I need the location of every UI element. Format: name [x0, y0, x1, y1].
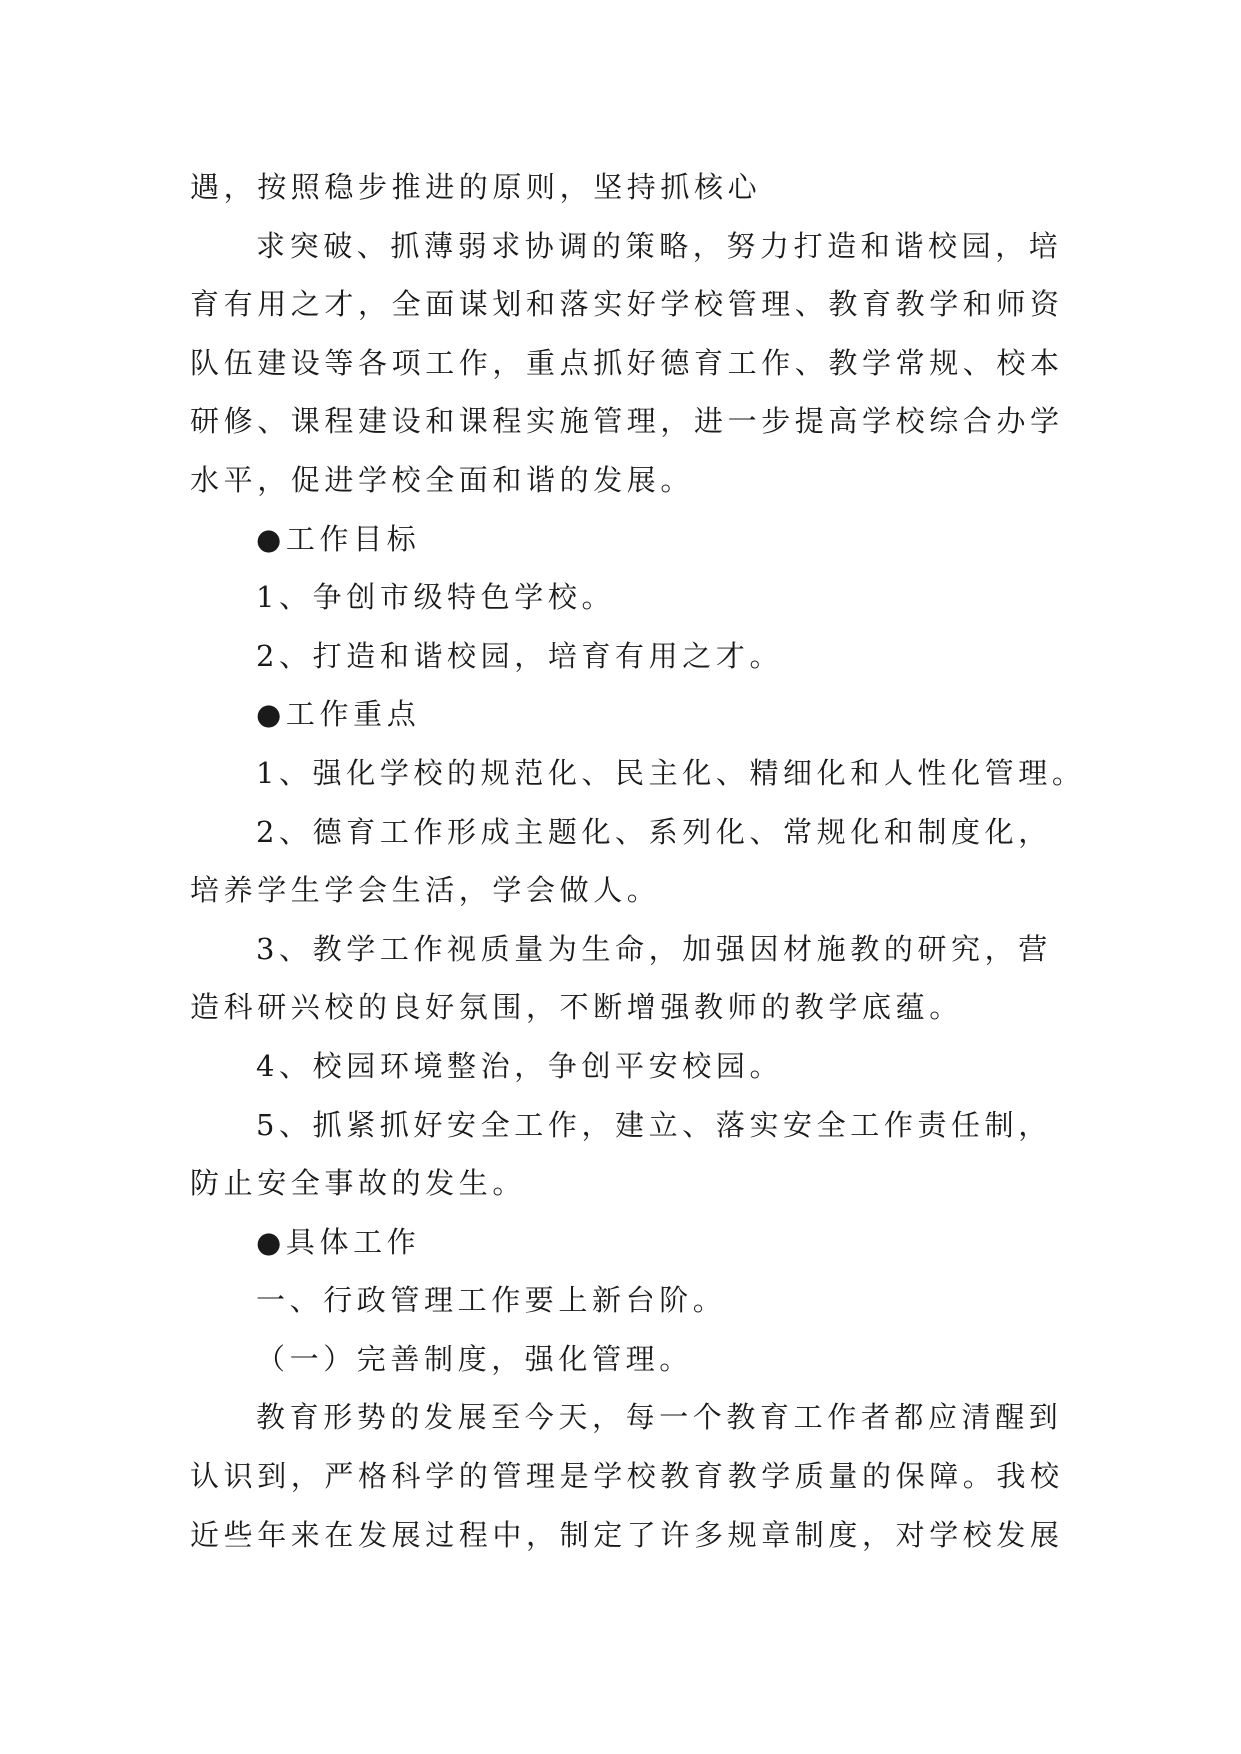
section-heading: ●工作目标 — [256, 521, 421, 556]
list-item: 4、校园环境整治，争创平安校园。 — [256, 1048, 784, 1083]
subsection-heading: （一）完善制度，强化管理。 — [256, 1341, 693, 1376]
list-item: 2、德育工作形成主题化、系列化、常规化和制度化， — [256, 814, 1052, 849]
text-line: 教育形势的发展至今天，每一个教育工作者都应清醒到 — [256, 1400, 1063, 1435]
text-line: 育有用之才，全面谋划和落实好学校管理、教育教学和师资 — [190, 287, 1064, 322]
text-line: 遇，按照稳步推进的原则，坚持抓核心 — [190, 170, 762, 204]
document-page — [190, 158, 1086, 1564]
text-line: 认识到，严格科学的管理是学校教育教学质量的保障。我校 — [190, 1459, 1064, 1494]
list-item: 3、教学工作视质量为生命，加强因材施教的研究，营 — [256, 931, 1052, 966]
text-line: 水平，促进学校全面和谐的发展。 — [190, 462, 695, 497]
list-item: 2、打造和谐校园，培育有用之才。 — [256, 638, 784, 673]
list-item: 5、抓紧抓好安全工作，建立、落实安全工作责任制， — [256, 1107, 1052, 1142]
text-line: 队伍建设等各项工作，重点抓好德育工作、教学常规、校本 — [190, 345, 1064, 380]
section-heading: ●工作重点 — [256, 697, 421, 732]
text-line: 近些年来在发展过程中，制定了许多规章制度，对学校发展 — [190, 1517, 1064, 1552]
subsection-heading: 一、行政管理工作要上新台阶。 — [256, 1283, 727, 1318]
text-line: 求突破、抓薄弱求协调的策略，努力打造和谐校园，培 — [256, 228, 1063, 263]
list-item: 1、强化学校的规范化、民主化、精细化和人性化管理。 — [256, 755, 1086, 790]
text-line: 防止安全事故的发生。 — [190, 1166, 527, 1201]
text-line: 造科研兴校的良好氛围，不断增强教师的教学底蕴。 — [190, 990, 963, 1025]
list-item: 1、争创市级特色学校。 — [256, 580, 616, 615]
section-heading: ●具体工作 — [256, 1224, 421, 1259]
text-line: 研修、课程建设和课程实施管理，进一步提高学校综合办学 — [190, 404, 1064, 439]
text-line: 培养学生学会生活，学会做人。 — [190, 873, 661, 908]
